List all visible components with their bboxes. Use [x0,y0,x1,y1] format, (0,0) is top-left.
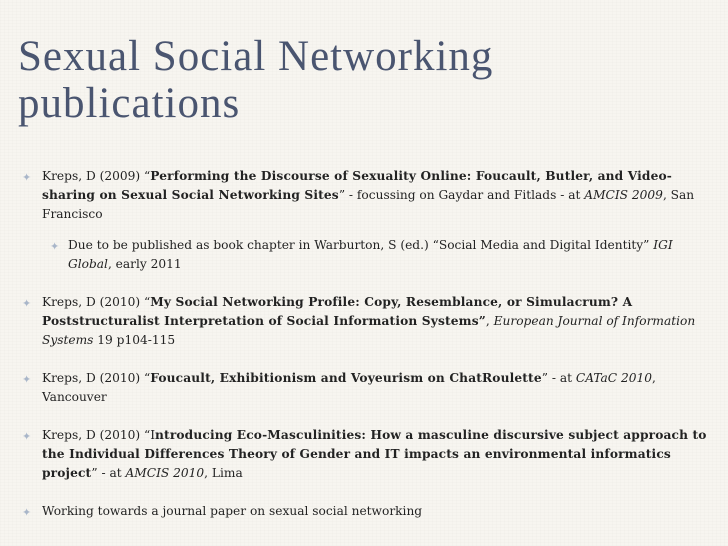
publication-item-journal-in-progress [22,502,712,521]
slide-title [18,33,708,127]
item-venue: AMCIS 2009 [584,188,663,202]
item-paper-title: ntroducing Eco-Masculinities: How a masculine discursive subject approach to the Individual Differences Theory of Gender and IT impacts an environmental informatics project [42,428,707,480]
item-venue: IGI Global [68,238,673,271]
item-text: Kreps, D (2010) “ [42,295,151,309]
item-text: , San Francisco [42,188,695,221]
star-bullet-icon: ✦ [22,297,32,310]
publication-item-catac-2010 [22,369,712,407]
item-text: , Vancouver [42,371,656,404]
slide-title-line-1: Sexual Social Networking [18,33,494,80]
slide-title-line-2: publications [18,80,241,127]
item-text: Kreps, D (2010) “I [42,428,156,442]
item-text: Due to be published as book chapter in Warburton, S (ed.) “Social Media and Digital Identity” [68,238,654,252]
item-text: , Lima [204,466,243,480]
item-text: , [485,314,494,328]
star-bullet-icon: ✦ [22,430,32,443]
item-text: ” - at [91,466,126,480]
item-paper-title: Foucault, Exhibitionism and Voyeurism on ChatRoulette [150,371,542,385]
publication-item-amcis-2010 [22,426,712,483]
star-bullet-icon: ✦ [22,171,32,184]
publication-item-ejis-2010 [22,293,712,350]
item-venue: AMCIS 2010 [125,466,205,480]
item-venue: European Journal of Information Systems [42,314,696,347]
publication-item-amcis-2009 [22,167,712,224]
item-venue: CATaC 2010 [575,371,652,385]
star-bullet-icon: ✦ [22,506,32,519]
star-bullet-icon: ✦ [50,240,60,253]
item-paper-title: My Social Networking Profile: Copy, Resemblance, or Simulacrum? A Poststructuralist Interpretation of Social Information Systems” [42,295,633,328]
item-text: 19 p104-115 [93,333,176,347]
item-text: , early 2011 [107,257,182,271]
item-text: Working towards a journal paper on sexual social networking [42,504,423,518]
item-text: Kreps, D (2009) “ [42,169,151,183]
publication-list [22,167,712,521]
item-text: ” - focussing on Gaydar and Fitlads - at [338,188,585,202]
item-paper-title: Performing the Discourse of Sexuality Online: Foucault, Butler, and Video-sharing on Sexual Social Networking Sites [42,169,672,202]
item-text: ” - at [541,371,576,385]
item-text: Kreps, D (2010) “ [42,371,151,385]
publication-subitem-book-chapter [22,236,712,274]
star-bullet-icon: ✦ [22,373,32,386]
